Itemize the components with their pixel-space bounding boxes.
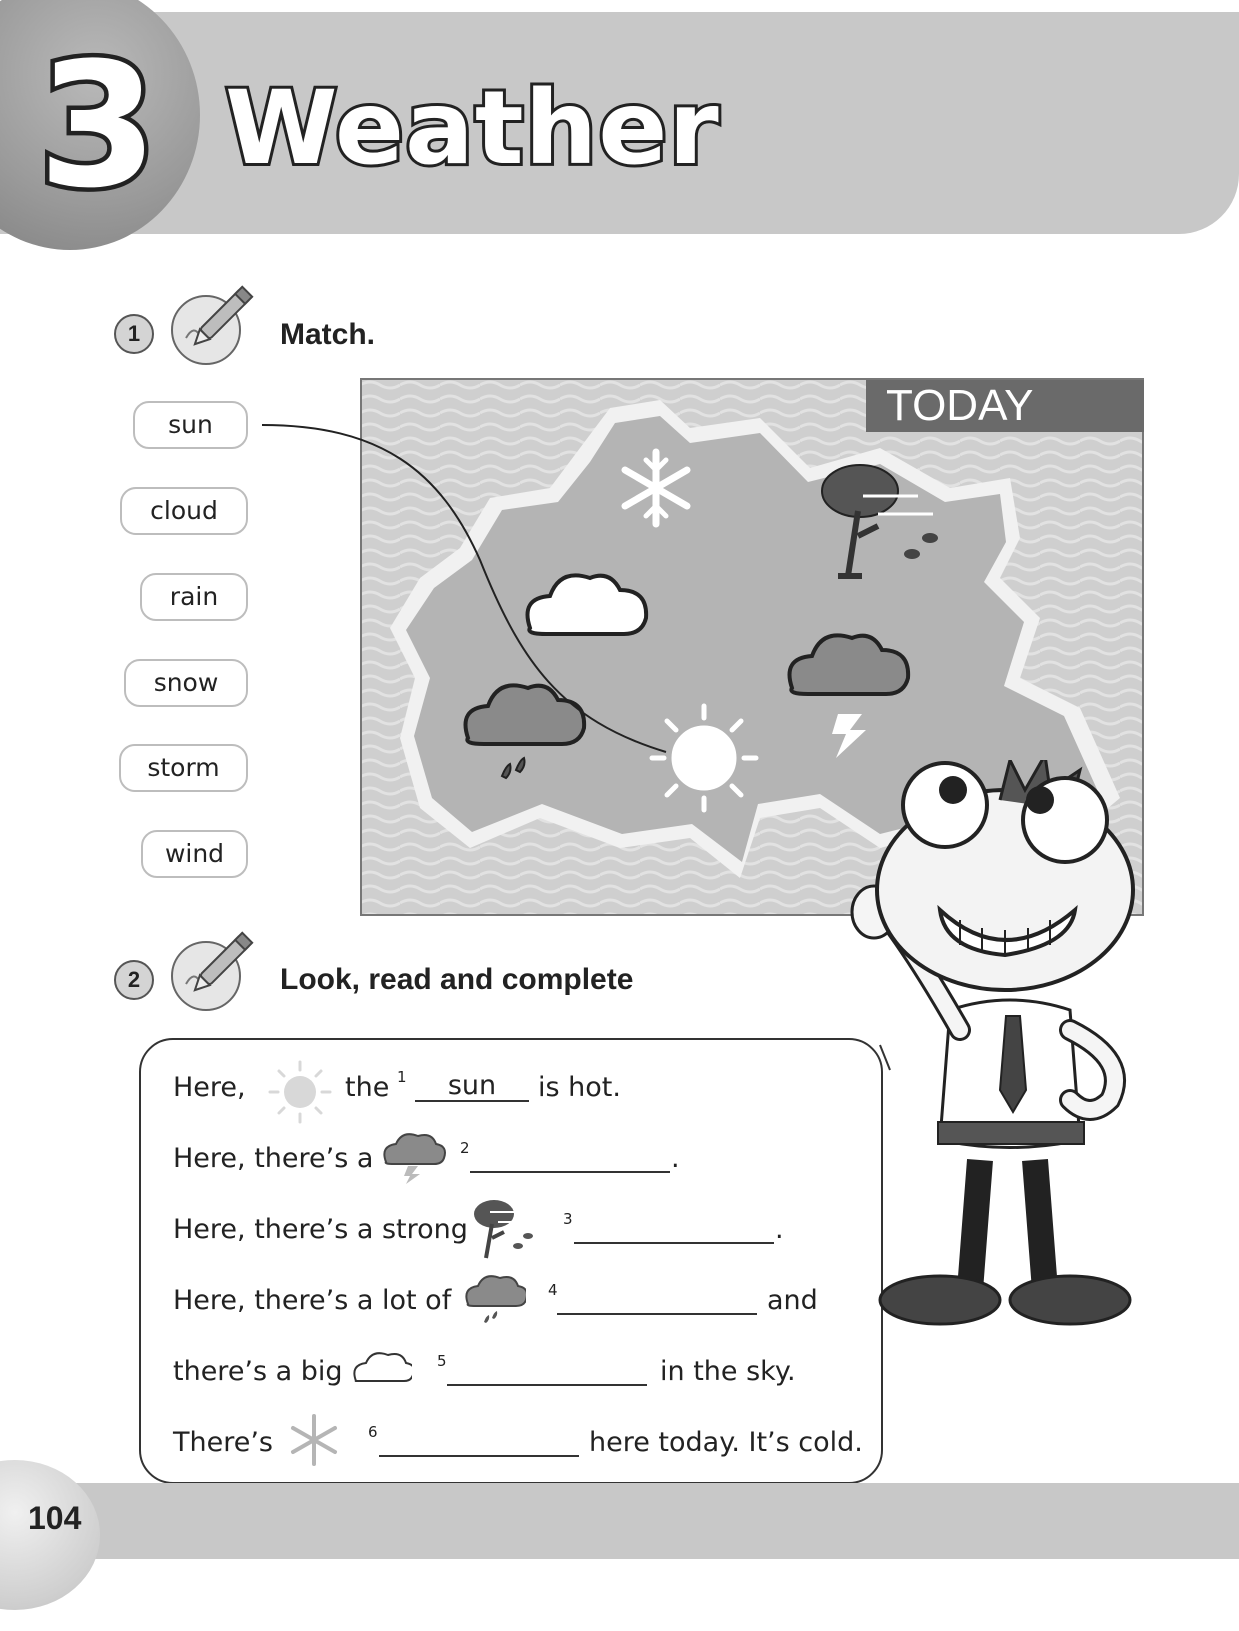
blank-3[interactable]	[574, 1212, 774, 1244]
mascot-character	[830, 760, 1190, 1360]
sentence-4-end: and	[767, 1285, 818, 1316]
sentence-3-end: .	[775, 1214, 784, 1245]
blank-1-number: 1	[397, 1068, 407, 1086]
footer-band	[0, 1483, 1239, 1559]
exercise-1-number: 1	[114, 314, 154, 354]
word-cloud[interactable]: cloud	[120, 487, 248, 535]
exercise-2-number: 2	[114, 960, 154, 1000]
sun-icon	[266, 1058, 334, 1126]
sentence-1-mid: the	[345, 1072, 390, 1103]
sentence-2-start: Here, there’s a	[173, 1143, 374, 1174]
wind-icon	[472, 1198, 542, 1262]
pencil-icon	[166, 278, 266, 368]
blank-5[interactable]	[447, 1354, 647, 1386]
pencil-icon	[166, 924, 266, 1014]
sentence-6-end: here today. It’s cold.	[589, 1427, 863, 1458]
blank-5-number: 5	[437, 1352, 447, 1370]
blank-3-number: 3	[563, 1210, 573, 1228]
sentence-1-end: is hot.	[538, 1072, 621, 1103]
word-rain[interactable]: rain	[140, 573, 248, 621]
unit-title: Weather	[225, 69, 720, 188]
rain-icon	[462, 1270, 526, 1332]
sentence-6-start: There’s	[173, 1427, 273, 1458]
map-label-today: TODAY	[866, 380, 1144, 432]
unit-number: 3	[38, 25, 158, 226]
sentence-5-start: there’s a big	[173, 1356, 343, 1387]
cloud-icon	[350, 1345, 412, 1391]
blank-6[interactable]	[379, 1425, 579, 1457]
sentence-1-start: Here,	[173, 1072, 246, 1103]
sentence-3-start: Here, there’s a strong	[173, 1214, 468, 1245]
blank-1-answer: sun	[447, 1070, 497, 1101]
word-sun[interactable]: sun	[133, 401, 248, 449]
page-number: 104	[28, 1500, 82, 1536]
sentence-5-end: in the sky.	[660, 1356, 796, 1387]
blank-4[interactable]	[557, 1283, 757, 1315]
exercise-2-title: Look, read and complete	[280, 963, 634, 996]
sentence-4-start: Here, there’s a lot of	[173, 1285, 452, 1316]
blank-4-number: 4	[548, 1281, 558, 1299]
blank-6-number: 6	[368, 1423, 378, 1441]
exercise-1-title: Match.	[280, 318, 376, 351]
word-snow[interactable]: snow	[124, 659, 248, 707]
storm-icon	[380, 1128, 446, 1184]
word-wind[interactable]: wind	[141, 830, 248, 878]
snow-icon	[286, 1412, 342, 1468]
word-storm[interactable]: storm	[119, 744, 248, 792]
blank-2-number: 2	[460, 1139, 470, 1157]
sentence-2-end: .	[671, 1143, 680, 1174]
blank-2[interactable]	[470, 1141, 670, 1173]
